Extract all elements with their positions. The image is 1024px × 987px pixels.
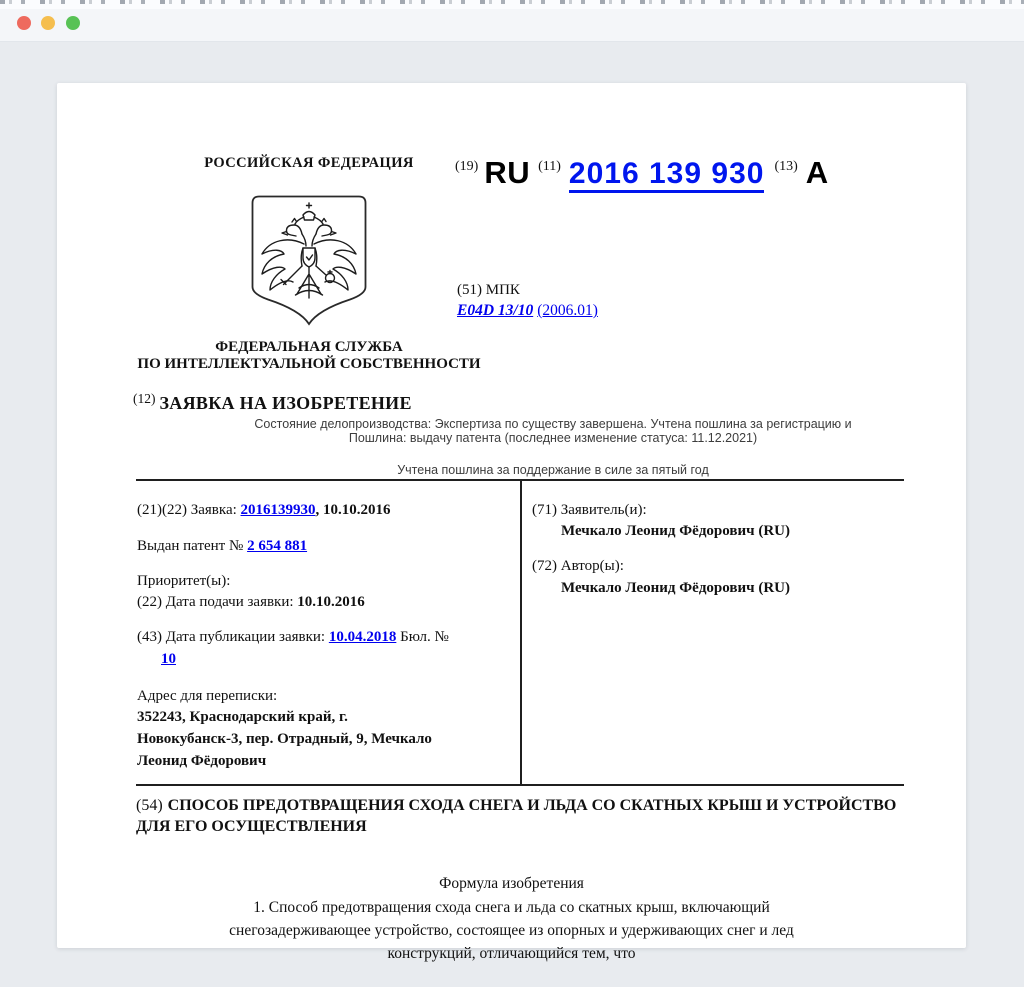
case-status-line2: Пошлина: выдачу патента (последнее изменение статуса: 11.12.2021) [348, 431, 758, 445]
invention-title-text: СПОСОБ ПРЕДОТВРАЩЕНИЯ СХОДА СНЕГА И ЛЬДА СО СКАТНЫХ КРЫШ И УСТРОЙСТВО ДЛЯ ЕГО ОСУЩЕСТВЛЕНИЯ [136, 797, 897, 835]
ipc-classification [457, 302, 598, 320]
applicant-label: (71) Заявитель(и): [532, 502, 647, 518]
inid-code-13: (13) [774, 159, 798, 174]
inid-code-12: (12) [133, 391, 156, 406]
ipc-version-link[interactable]: (2006.01) [537, 302, 598, 319]
window-titlebar [0, 9, 1024, 42]
filing-date: 10.10.2016 [297, 594, 365, 610]
address-line3: Леонид Фёдорович [137, 753, 267, 769]
document-header-left [117, 155, 501, 372]
inid-code-19: (19) [455, 159, 479, 174]
publication-label: (43) Дата публикации заявки: [137, 629, 326, 645]
document-type [133, 391, 412, 414]
kind-code: A [805, 155, 829, 190]
bibliographic-table [136, 479, 904, 786]
bulletin-number-link[interactable]: 10 [161, 651, 176, 667]
ipc-code-link[interactable]: E04D 13/10 [457, 302, 534, 319]
application-date: , 10.10.2016 [315, 502, 391, 518]
author-label: (72) Автор(ы): [532, 558, 624, 574]
bulletin-number-row [137, 651, 176, 668]
fee-status: Учтена пошлина за поддержание в силе за пятый год [397, 463, 709, 477]
office-name-line1: ФЕДЕРАЛЬНАЯ СЛУЖБА [215, 339, 403, 355]
case-status [153, 417, 953, 445]
applicant-name: Мечкало Леонид Фёдорович (RU) [561, 523, 790, 539]
publication-date-row [137, 629, 449, 646]
patent-number-link[interactable]: 2 654 881 [247, 538, 308, 554]
claims-line3-clipped: конструкций, отличающийся тем, что [387, 945, 636, 962]
inid-code-11: (11) [538, 159, 561, 174]
close-button[interactable] [17, 16, 31, 30]
address-label: Адрес для переписки: [137, 688, 278, 704]
inid-code-54: (54) [136, 797, 163, 814]
russia-coat-of-arms-icon [250, 194, 368, 327]
author-name: Мечкало Леонид Фёдорович (RU) [561, 580, 790, 596]
claims-line2: снегозадерживающее устройство, состоящее из опорных и удерживающих снег и лед [229, 922, 794, 939]
column-divider [520, 481, 522, 784]
country-name: РОССИЙСКАЯ ФЕДЕРАЦИЯ [204, 155, 414, 171]
publication-line [455, 155, 829, 191]
filing-date-row [137, 594, 365, 611]
application-row [137, 502, 391, 519]
invention-title [136, 795, 931, 837]
bulletin-label: Бюл. № [400, 629, 449, 645]
address-line2: Новокубанск-3, пер. Отрадный, 9, Мечкало [137, 731, 432, 747]
granted-patent-row [137, 538, 307, 555]
priority-label: Приоритет(ы): [137, 573, 231, 589]
application-label: (21)(22) Заявка: [137, 502, 237, 518]
claims-line1: 1. Способ предотвращения схода снега и льда со скатных крыш, включающий [253, 899, 770, 916]
document-type-label: ЗАЯВКА НА ИЗОБРЕТЕНИЕ [159, 393, 412, 413]
clipped-content-strip [0, 0, 1024, 9]
patent-label: Выдан патент № [137, 538, 244, 554]
address-line1: 352243, Краснодарский край, г. [137, 709, 348, 725]
country-code: RU [484, 155, 531, 190]
minimize-button[interactable] [41, 16, 55, 30]
publication-number-link[interactable]: 2016 139 930 [569, 157, 765, 193]
case-status-line1: Состояние делопроизводства: Экспертиза по существу завершена. Учтена пошлина за регистрацию и [254, 417, 852, 431]
patent-document [57, 83, 966, 962]
office-name-line2: ПО ИНТЕЛЛЕКТУАЛЬНОЙ СОБСТВЕННОСТИ [137, 355, 481, 372]
publication-date-link[interactable]: 10.04.2018 [328, 629, 397, 645]
ipc-label: (51) МПК [457, 282, 520, 298]
zoom-button[interactable] [66, 16, 80, 30]
application-number-link[interactable]: 2016139930 [240, 502, 316, 518]
claims-heading: Формула изобретения [439, 875, 584, 892]
office-name [117, 339, 501, 372]
filing-label: (22) Дата подачи заявки: [137, 594, 294, 610]
